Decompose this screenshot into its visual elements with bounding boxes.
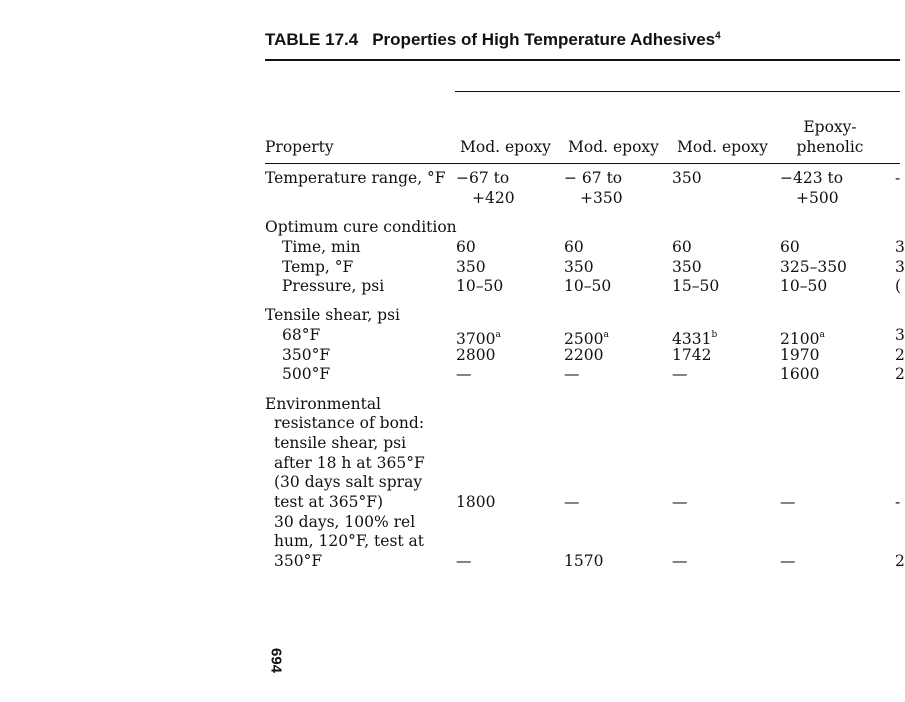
cell: 15–50 <box>672 277 720 295</box>
section-heading-cure: Optimum cure condition <box>265 218 457 236</box>
cell: 2800 <box>456 346 496 364</box>
cell-clipped: 2 <box>895 365 905 383</box>
cell: 2500$^a$ <box>564 330 609 348</box>
cell: — <box>672 365 688 383</box>
cell: — <box>780 493 796 511</box>
cell: — <box>456 365 472 383</box>
header-col2: Mod. epoxy <box>568 138 659 156</box>
cell: 60 <box>564 238 584 256</box>
cell: 350 <box>672 258 702 276</box>
header-rule <box>265 163 900 164</box>
cell: — <box>456 552 472 570</box>
cell: 350 <box>456 258 486 276</box>
cell: 1600 <box>780 365 820 383</box>
cell: 2200 <box>564 346 604 364</box>
header-col3: Mod. epoxy <box>677 138 768 156</box>
row-label-line: 350°F <box>274 552 323 570</box>
cell-clipped: ( <box>895 277 902 295</box>
table-label: TABLE 17.4 <box>265 30 359 49</box>
cell-clipped: 2 <box>895 552 905 570</box>
row-label-line: tensile shear, psi <box>274 434 407 452</box>
cell: — <box>780 552 796 570</box>
cell: 60 <box>672 238 692 256</box>
cell: 1742 <box>672 346 712 364</box>
cell: — <box>672 493 688 511</box>
cell-clipped: 3 <box>895 258 905 276</box>
cell: — <box>672 552 688 570</box>
row-label-line: test at 365°F) <box>274 493 384 511</box>
table-title: Properties of High Temperature Adhesives <box>372 30 716 49</box>
row-label: Time, min <box>282 238 361 256</box>
cell-clipped: - <box>895 169 901 187</box>
cell: 3700$^a$ <box>456 330 501 348</box>
cell: −67 to <box>456 169 510 187</box>
column-group-rule <box>455 91 900 92</box>
section-heading-shear: Tensile shear, psi <box>265 306 401 324</box>
row-label-line: (30 days salt spray <box>274 473 423 491</box>
row-label-line: resistance of bond: <box>274 414 425 432</box>
row-label: 68°F <box>282 326 321 344</box>
cell: 4331$^b$ <box>672 330 718 348</box>
header-col1: Mod. epoxy <box>460 138 551 156</box>
cell: +420 <box>472 189 515 207</box>
header-col4-line2: phenolic <box>796 138 864 156</box>
top-rule <box>265 59 900 61</box>
reference-superscript: 4 <box>715 30 721 42</box>
header-property: Property <box>265 138 334 156</box>
cell-clipped: 3 <box>895 238 905 256</box>
row-label-temperature-range: Temperature range, °F <box>265 169 446 187</box>
cell: 10–50 <box>456 277 504 295</box>
cell: 325–350 <box>780 258 847 276</box>
cell: 60 <box>456 238 476 256</box>
cell: 10–50 <box>564 277 612 295</box>
row-label-line: hum, 120°F, test at <box>274 532 425 550</box>
cell-clipped: 2 <box>895 346 905 364</box>
page-number: 694 <box>267 647 285 674</box>
cell: −423 to <box>780 169 844 187</box>
cell: 1800 <box>456 493 496 511</box>
cell: +350 <box>580 189 623 207</box>
cell: — <box>564 365 580 383</box>
cell: 1970 <box>780 346 820 364</box>
row-label-line: after 18 h at 365°F <box>274 454 425 472</box>
cell: +500 <box>796 189 839 207</box>
cell-clipped: - <box>895 493 901 511</box>
cell: − 67 to <box>564 169 623 187</box>
row-label: 500°F <box>282 365 331 383</box>
row-label: 350°F <box>282 346 331 364</box>
cell: 60 <box>780 238 800 256</box>
cell: 350 <box>564 258 594 276</box>
cell: 1570 <box>564 552 604 570</box>
cell: — <box>564 493 580 511</box>
row-label: Pressure, psi <box>282 277 385 295</box>
cell-clipped: 3 <box>895 326 905 344</box>
row-label: Temp, °F <box>282 258 354 276</box>
cell: 2100$^a$ <box>780 330 825 348</box>
row-label-line: 30 days, 100% rel <box>274 513 416 531</box>
header-col4-line1: Epoxy- <box>803 118 857 136</box>
section-heading-environmental: Environmental <box>265 395 382 413</box>
table-caption <box>265 30 721 50</box>
cell: 10–50 <box>780 277 828 295</box>
cell: 350 <box>672 169 702 187</box>
